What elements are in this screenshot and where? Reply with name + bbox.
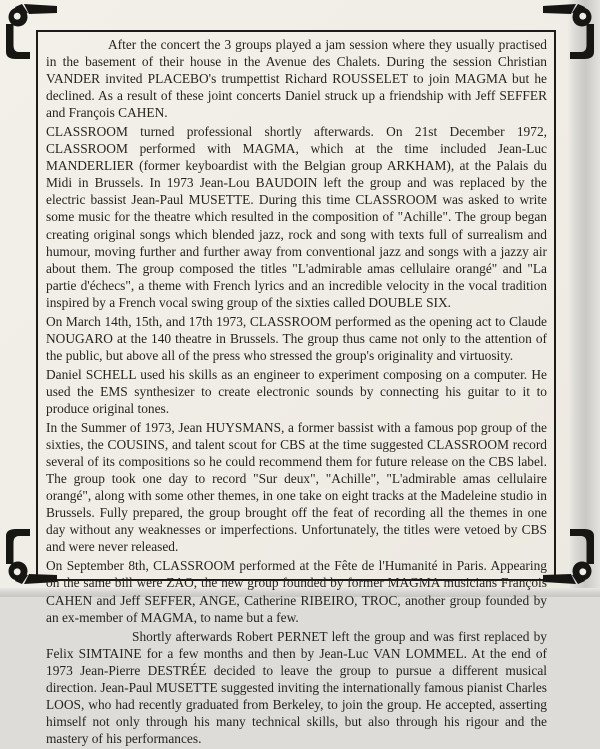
paragraph: In the Summer of 1973, Jean HUYSMANS, a former bassist with a famous pop group of the sixties, the COUSINS, and talent scout for CBS at the time suggested CLASSROOM record several of its compositions so he could recommend them for future release on the CBS label. The group took one day to record "Sur deux", "Achille", "L'admirable amas cellulaire orangé", along with some other themes, in one take on eight tracks at the Madeleine studio in Brussels. Fully prepared, the group brought off the feat of recording all the themes in one day without any weaknesses or imperfections. Unfortunately, the titles were vetoed by CBS and were never released.	[46, 420, 547, 555]
paragraph: After the concert the 3 groups played a jam session where they usually practised in the basement of their house in the Avenue des Chalets. During the session Christian VANDER invited PLACEBO's trumpettist Richard ROUSSELET to join MAGMA but he declined. As a result of these joint concerts Daniel struck up a friendship with Jeff SEFFER and François CAHEN.	[46, 37, 547, 121]
liner-notes-text	[46, 36, 547, 749]
scan-edge-right	[568, 0, 600, 588]
paragraph: On March 14th, 15th, and 17th 1973, CLASSROOM performed as the opening act to Claude NOUGARO at the 140 theatre in Brussels. The group thus came not only to the attention of the public, but above all of the press who stressed the group's originality and virtuosity.	[46, 313, 547, 363]
corner-ornament-icon	[541, 1, 597, 61]
paragraph: Daniel SCHELL used his skills as an engineer to experiment composing on a computer. He used the EMS synthesizer to create electronic sounds by connecting his guitar to it to produce original tones.	[46, 366, 547, 416]
paragraph: CLASSROOM turned professional shortly afterwards. On 21st December 1972, CLASSROOM performed with MAGMA, which at the time included Jean-Luc MANDERLIER (former keyboardist with the Belgian group ARKHAM), at the Palais du Midi in Brussels. In 1973 Jean-Lou BAUDOIN left the group and was replaced by the electric bassist Jean-Paul MUSETTE. During this time CLASSROOM was asked to write some music for the theatre which resulted in the composition of "Achille". The group began creating original songs which blended jazz, rock and song with texts full of surrealism and humour, moving further and further away from conventional jazz and songs with a jazzy air about them. The group composed the titles "L'admirable amas cellulaire orangé" and "La partie d'échecs", a theme with French lyrics and an incredible velocity in the vocal tradition inspired by a French vocal swing group of the sixties called DOUBLE SIX.	[46, 124, 547, 310]
paragraph: On September 8th, CLASSROOM performed at the Fête de l'Humanité in Paris. Appearing on the same bill were ZAO, the new group founded by former MAGMA musicians François CAHEN and Jeff SEFFER, ANGE, Catherine RIBEIRO, TROC, another group founded by an ex-member of MAGMA, to name but a few.	[46, 558, 547, 625]
paragraph: Shortly afterwards Robert PERNET left the group and was first replaced by Felix SIMTAINE for a few months and then by Jean-Luc VAN LOMMEL. At the end of 1973 Jean-Pierre DESTRÉE decided to leave the group to pursue a different musical direction. Jean-Paul MUSETTE suggested inviting the internationally famous pianist Charles LOOS, who had recently graduated from Berkeley, to join the group. He accepted, asserting himself not only through his many technical skills, but also through his rigour and the mastery of his performances.	[46, 628, 547, 746]
corner-ornament-icon	[541, 527, 597, 587]
